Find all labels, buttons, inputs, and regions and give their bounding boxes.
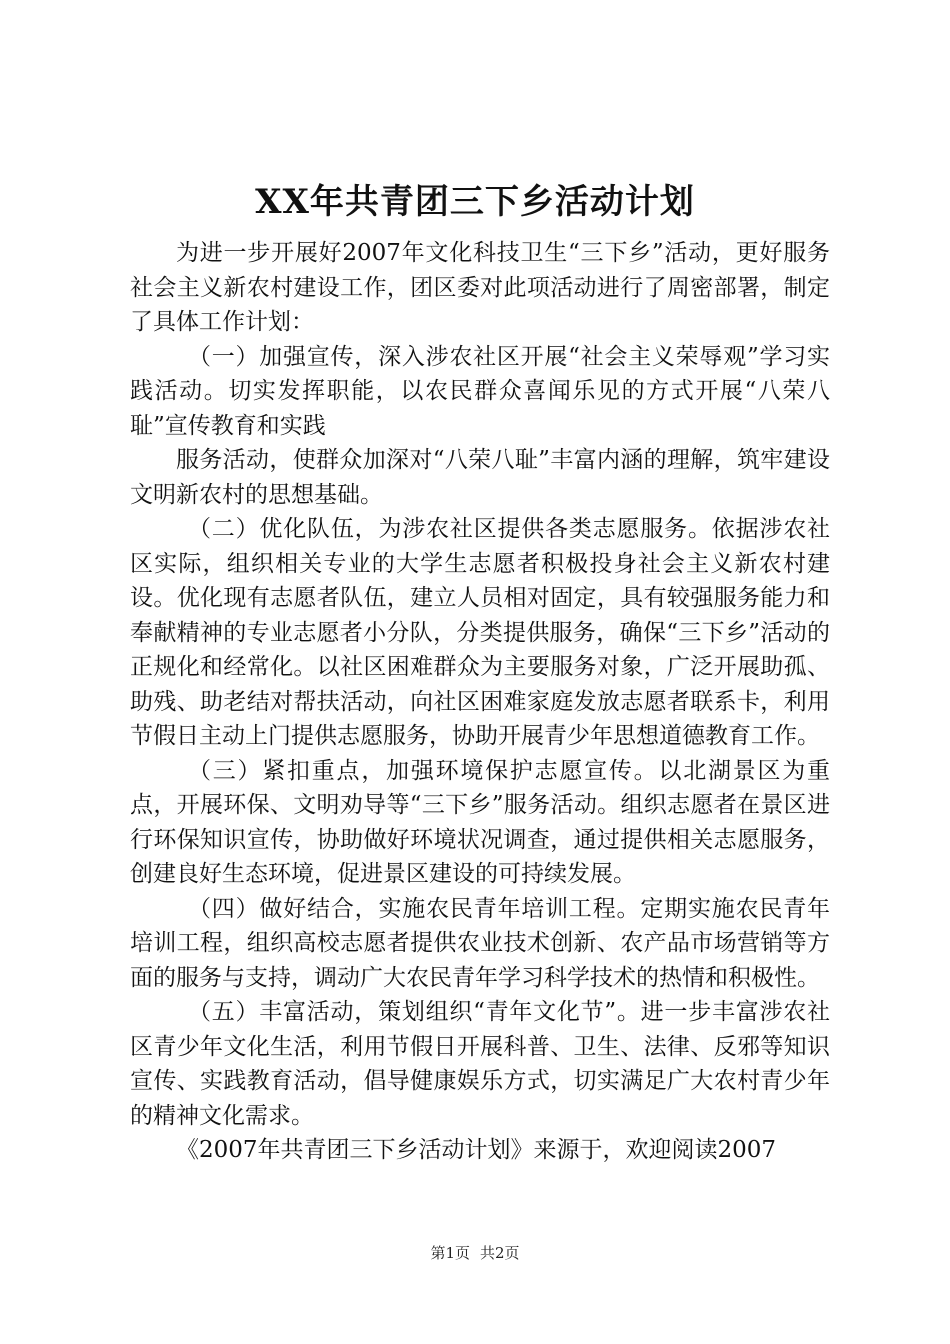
section-5-paragraph: （五）丰富活动，策划组织“青年文化节”。进一步丰富涉农社区青少年文化生活，利用节假日开展科普、卫生、法律、反邪等知识宣传、实践教育活动，倡导健康娱乐方式，切实满足广大农村青少年的精神文化需求。: [130, 999, 830, 1129]
document-body: [130, 236, 830, 1168]
page-footer: [0, 1243, 950, 1263]
section-3-paragraph: （三）紧扣重点，加强环境保护志愿宣传。以北湖景区为重点，开展环保、文明劝导等“三下乡”服务活动。组织志愿者在景区进行环保知识宣传，协助做好环境状况调查，通过提供相关志愿服务，创建良好生态环境，促进景区建设的可持续发展。: [130, 757, 830, 887]
document-title: XX年共青团三下乡活动计划: [255, 182, 695, 222]
section-4-paragraph: （四）做好结合，实施农民青年培训工程。定期实施农民青年培训工程，组织高校志愿者提供农业技术创新、农产品市场营销等方面的服务与支持，调动广大农民青年学习科学技术的热情和积极性。: [130, 895, 830, 991]
page-number: 第1页: [430, 1244, 470, 1262]
source-note-paragraph: 《2007年共青团三下乡活动计划》来源于，欢迎阅读2007: [176, 1137, 777, 1163]
section-1-continuation-paragraph: 服务活动，使群众加深对“八荣八耻”丰富内涵的理解，筑牢建设文明新农村的思想基础。: [130, 447, 830, 508]
section-1-paragraph: （一）加强宣传，深入涉农社区开展“社会主义荣辱观”学习实践活动。切实发挥职能，以农民群众喜闻乐见的方式开展“八荣八耻”宣传教育和实践: [130, 343, 830, 439]
page-total: 共2页: [480, 1244, 520, 1262]
intro-paragraph: 为进一步开展好2007年文化科技卫生“三下乡”活动，更好服务社会主义新农村建设工作，团区委对此项活动进行了周密部署，制定了具体工作计划：: [130, 240, 830, 335]
section-2-paragraph: （二）优化队伍，为涉农社区提供各类志愿服务。依据涉农社区实际，组织相关专业的大学生志愿者积极投身社会主义新农村建设。优化现有志愿者队伍，建立人员相对固定，具有较强服务能力和奉献精神的专业志愿者小分队，分类提供服务，确保“三下乡”活动的正规化和经常化。以社区困难群众为主要服务对象，广泛开展助孤、助残、助老结对帮扶活动，向社区困难家庭发放志愿者联系卡，利用节假日主动上门提供志愿服务，协助开展青少年思想道德教育工作。: [130, 516, 830, 749]
